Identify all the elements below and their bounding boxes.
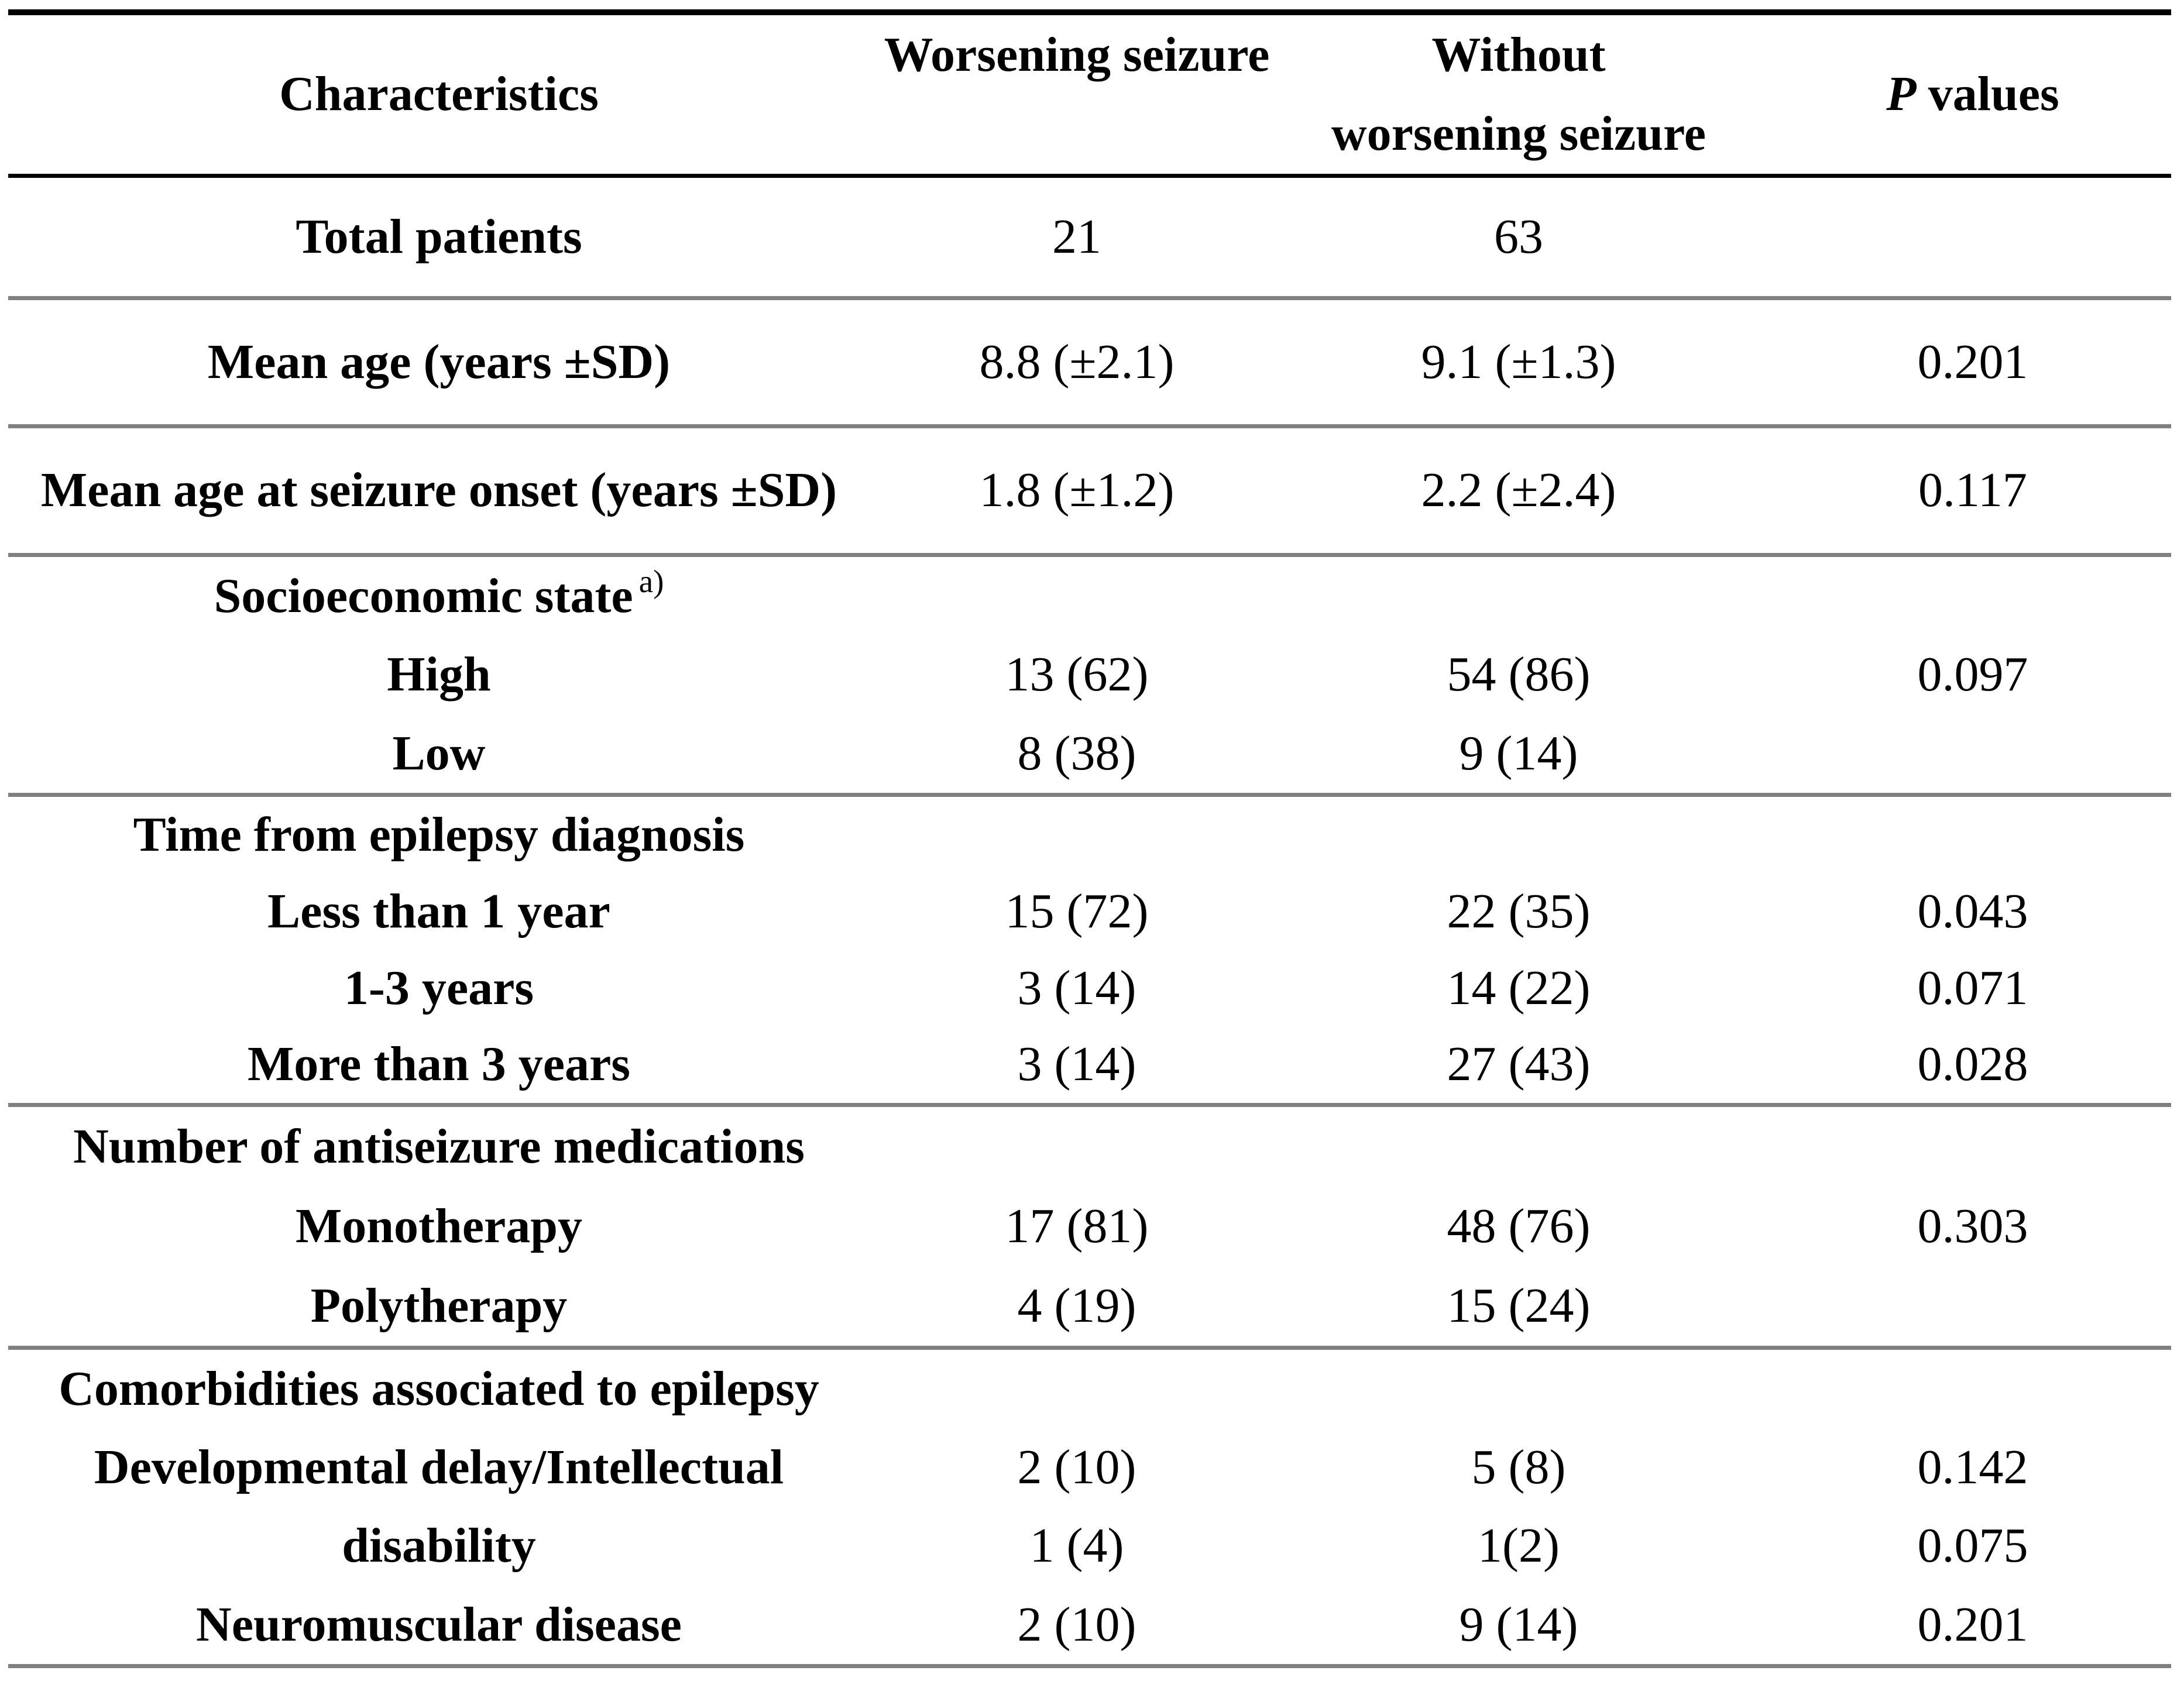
p-value: 0.071 [1917, 960, 2028, 1015]
section-divider-rule [8, 296, 2171, 300]
section-header [0, 563, 878, 625]
section-divider-rule [8, 793, 2171, 797]
section-header: Number of antiseizure medications [73, 1119, 805, 1174]
header-p-rest: values [1928, 67, 2059, 122]
section-header-text: Socioeconomic state [214, 568, 633, 623]
p-value: 0.201 [1917, 1597, 2028, 1652]
p-value: 0.201 [1917, 334, 2028, 389]
header-worsening-seizure-text: Worsening seizure [884, 27, 1270, 82]
worsening-value: 3 (14) [1017, 1037, 1136, 1092]
p-value: 0.303 [1917, 1198, 2028, 1253]
row-label: Neuromuscular disease [196, 1597, 682, 1652]
p-value: 0.043 [1917, 884, 2028, 939]
row-label: More than 3 years [248, 1037, 630, 1092]
section-comorbidities [0, 1350, 2184, 1664]
table-row [0, 334, 2184, 391]
section-mean-age [0, 300, 2184, 424]
without-value: 63 [1494, 209, 1543, 264]
table-row [0, 1518, 2184, 1575]
table-row [0, 884, 2184, 940]
p-value: 0.075 [1917, 1518, 2028, 1573]
row-label: Developmental delay/Intellectual [94, 1440, 784, 1495]
footnote-marker: a) [638, 563, 664, 599]
table-header-row [0, 15, 2184, 174]
section-antiseizure-medications [0, 1107, 2184, 1346]
header-worsening-seizure [878, 15, 1276, 174]
table-row [0, 462, 2184, 519]
section-header-row [0, 1361, 2184, 1418]
worsening-value: 17 (81) [1005, 1198, 1149, 1253]
without-value: 14 (22) [1447, 960, 1591, 1015]
header-p-italic: P [1886, 67, 1917, 122]
worsening-value: 13 (62) [1005, 647, 1149, 702]
without-value: 27 (43) [1447, 1037, 1591, 1092]
header-characteristics: Characteristics [279, 67, 599, 122]
worsening-value: 21 [1052, 209, 1101, 264]
row-label: Total patients [296, 209, 582, 264]
p-value: 0.097 [1917, 647, 2028, 702]
without-value: 22 (35) [1447, 884, 1591, 939]
header-without-worsening-seizure [1276, 15, 1761, 174]
section-header-row [0, 1119, 2184, 1175]
section-header-row [0, 563, 2184, 625]
row-label: Monotherapy [296, 1198, 582, 1253]
without-value: 1(2) [1478, 1518, 1560, 1573]
header-p-values [1761, 15, 2184, 174]
table-row [0, 647, 2184, 703]
header-bottom-rule [8, 174, 2171, 178]
section-divider-rule [8, 424, 2171, 428]
worsening-value: 4 (19) [1017, 1278, 1136, 1333]
worsening-value: 2 (10) [1017, 1597, 1136, 1652]
without-value: 15 (24) [1447, 1278, 1591, 1333]
row-label: High [387, 647, 491, 702]
row-label: Mean age at seizure onset (years ±SD) [40, 463, 837, 518]
worsening-value: 15 (72) [1005, 884, 1149, 939]
table-row [0, 960, 2184, 1017]
section-header: Time from epilepsy diagnosis [133, 807, 745, 862]
table-row [0, 1036, 2184, 1093]
section-divider-rule [8, 1103, 2171, 1107]
without-value: 48 (76) [1447, 1198, 1591, 1253]
section-header-row [0, 807, 2184, 864]
table-row [0, 1597, 2184, 1654]
table-top-rule [8, 9, 2171, 15]
worsening-value: 3 (14) [1017, 960, 1136, 1015]
section-socioeconomic-state [0, 557, 2184, 793]
worsening-value: 8 (38) [1017, 726, 1136, 781]
section-time-from-diagnosis [0, 797, 2184, 1103]
row-label: Mean age (years ±SD) [207, 334, 671, 389]
worsening-value: 2 (10) [1017, 1440, 1136, 1495]
without-value: 54 (86) [1447, 647, 1591, 702]
header-without-line2: worsening seizure [1331, 106, 1706, 161]
section-header: Comorbidities associated to epilepsy [59, 1361, 819, 1416]
row-label: Low [392, 726, 486, 781]
row-label: disability [342, 1518, 536, 1573]
p-value: 0.117 [1918, 463, 2027, 518]
without-value: 5 (8) [1471, 1440, 1566, 1495]
row-label: 1-3 years [344, 960, 534, 1015]
p-value: 0.142 [1917, 1440, 2028, 1495]
without-value: 2.2 (±2.4) [1421, 463, 1616, 518]
without-value: 9.1 (±1.3) [1421, 334, 1616, 389]
section-divider-rule [8, 553, 2171, 557]
table-row [0, 1278, 2184, 1335]
section-divider-rule [8, 1346, 2171, 1350]
table-row [0, 726, 2184, 782]
row-label: Less than 1 year [267, 884, 610, 939]
table-row [0, 209, 2184, 266]
table-row [0, 1198, 2184, 1255]
table-row [0, 1439, 2184, 1496]
row-label: Polytherapy [310, 1278, 568, 1333]
section-mean-age-onset [0, 428, 2184, 553]
worsening-value: 1.8 (±1.2) [979, 463, 1175, 518]
worsening-value: 8.8 (±2.1) [979, 334, 1175, 389]
p-value: 0.028 [1917, 1037, 2028, 1092]
header-without-line1: Without [1431, 27, 1606, 82]
section-total-patients [0, 178, 2184, 296]
table-bottom-rule [8, 1664, 2171, 1668]
without-value: 9 (14) [1459, 1597, 1578, 1652]
without-value: 9 (14) [1459, 726, 1578, 781]
worsening-value: 1 (4) [1029, 1518, 1124, 1573]
